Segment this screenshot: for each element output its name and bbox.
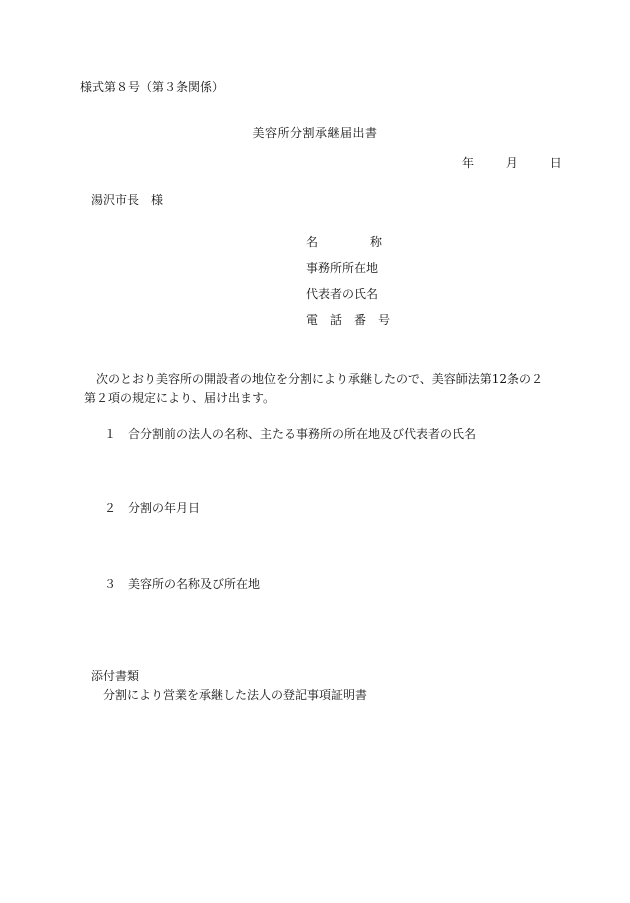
attachments-item: 分割により営業を承継した法人の登記事項証明書 [103, 688, 368, 702]
list-item [104, 500, 200, 516]
attachments-heading: 添付書類 [91, 669, 140, 683]
list-item [104, 576, 260, 592]
applicant-phone-label: 電 話 番 号 [306, 313, 391, 327]
applicant-name-label [306, 234, 382, 250]
name-label-part-1: 名 [306, 235, 319, 249]
name-label-part-2: 称 [369, 235, 382, 249]
form-number: 様式第８号（第３条関係） [80, 80, 225, 94]
body-line-1: 次のとおり美容所の開設者の地位を分割により承継したので、美容師法第12条の２ [96, 372, 544, 386]
item-number: ２ [104, 501, 117, 515]
month-label: 月 [505, 156, 518, 170]
addressee-name: 湯沢市長 [91, 193, 140, 207]
addressee [91, 192, 163, 208]
day-label: 日 [549, 156, 562, 170]
addressee-honorific: 様 [151, 193, 164, 207]
item-number: １ [104, 427, 117, 441]
applicant-office-address-label: 事務所所在地 [306, 261, 379, 275]
year-label: 年 [462, 156, 475, 170]
item-text: 合分割前の法人の名称、主たる事務所の所在地及び代表者の氏名 [128, 427, 477, 441]
applicant-representative-label: 代表者の氏名 [306, 287, 379, 301]
item-text: 分割の年月日 [128, 501, 201, 515]
body-paragraph [84, 370, 554, 408]
list-item [104, 426, 476, 442]
date-line [462, 155, 562, 171]
document-title: 美容所分割承継届出書 [252, 126, 378, 140]
body-line-2: 第２項の規定により、届け出ます。 [84, 391, 276, 405]
item-number: ３ [104, 577, 117, 591]
item-text: 美容所の名称及び所在地 [128, 577, 261, 591]
